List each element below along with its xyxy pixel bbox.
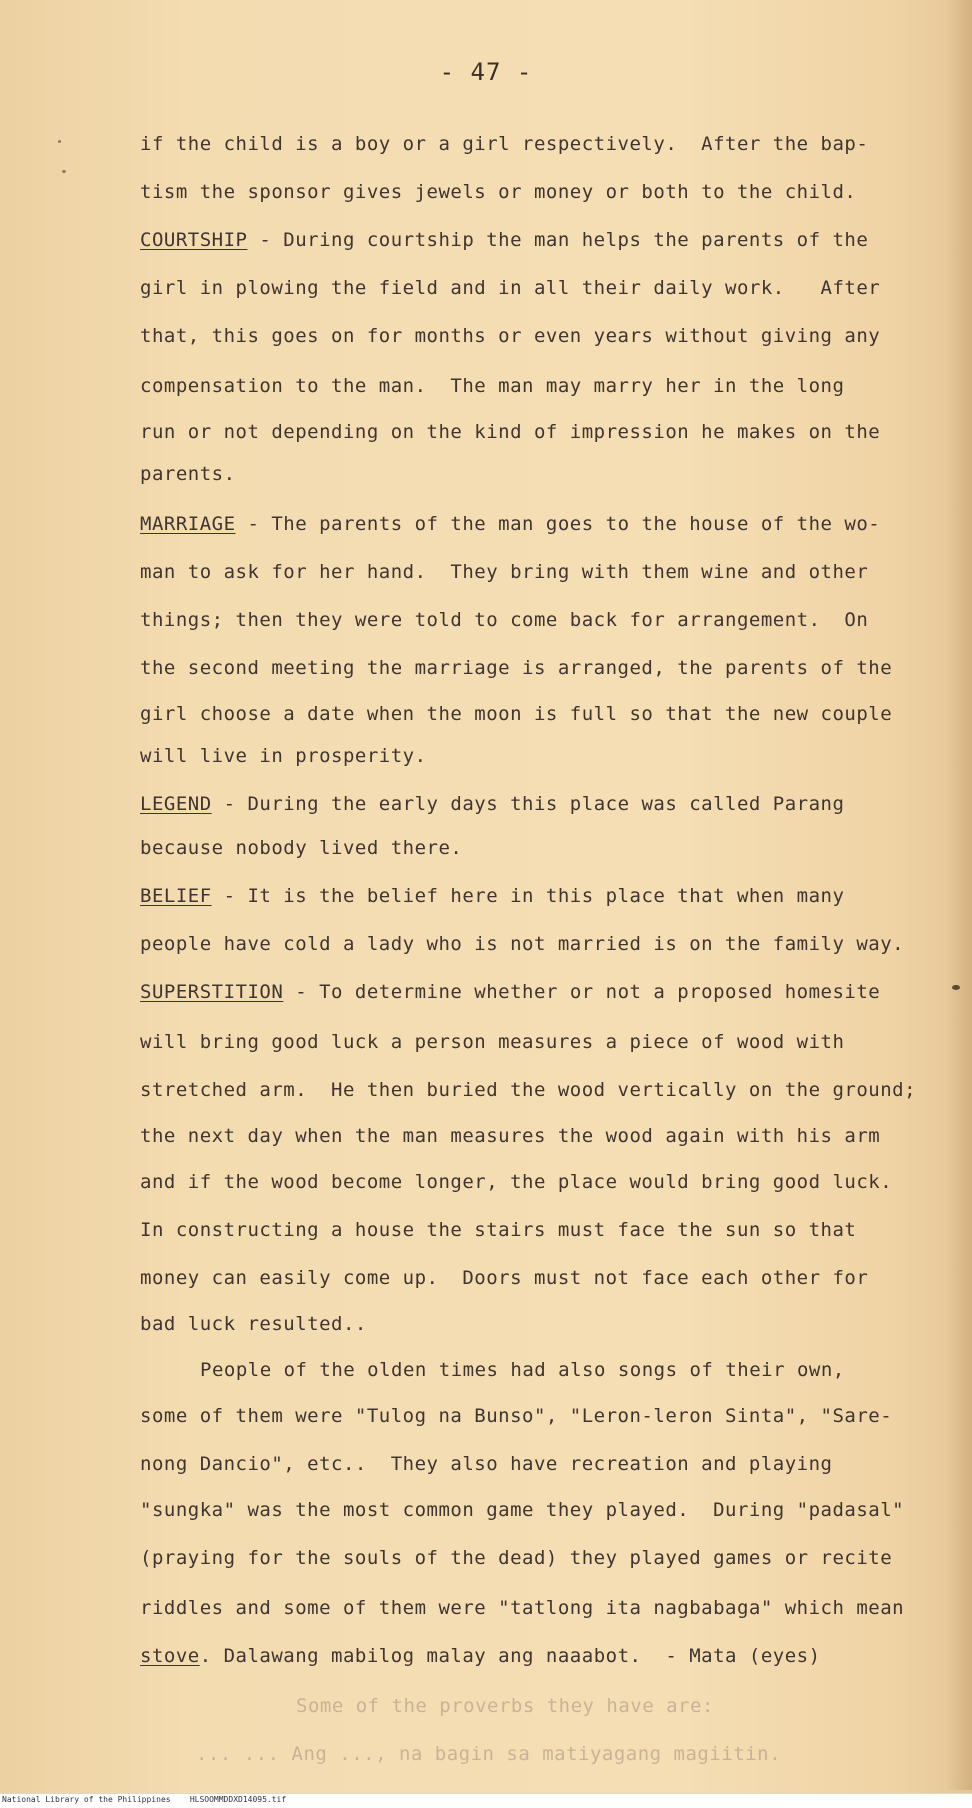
text-line: some of them were "Tulog na Bunso", "Leron-leron Sinta", "Sare- [140,1405,893,1427]
heading-superstition: SUPERSTITION [140,981,284,1003]
text-line: man to ask for her hand. They bring with them wine and other [140,561,869,583]
text-line: stretched arm. He then buried the wood vertically on the ground; [140,1079,917,1101]
text-line: will bring good luck a person measures a piece of wood with [140,1031,845,1053]
text-line: bad luck resulted.. [140,1313,367,1335]
text-line: will live in prosperity. [140,745,427,767]
text-line: the second meeting the marriage is arranged, the parents of the [140,657,893,679]
text-line: nong Dancio", etc.. They also have recreation and playing [140,1453,845,1475]
text-line: tism the sponsor gives jewels or money or both to the child. [140,181,857,203]
scan-footer-text: National Library of the Philippines HLSOOMMDDXD14095.tif [2,1795,287,1804]
text-line: that, this goes on for months or even years without giving any [140,325,881,347]
text-line: "sungka" was the most common game they played. During "padasal" [140,1499,905,1521]
text-line: LEGEND - During the early days this place was called Parang [140,793,845,815]
text-line: because nobody lived there. [140,837,463,859]
text-line: riddles and some of them were "tatlong ita nagbabaga" which mean [140,1597,905,1619]
text-line: the next day when the man measures the wood again with his arm [140,1125,881,1147]
text-line: people have cold a lady who is not married is on the family way. [140,933,905,955]
text-line: (praying for the souls of the dead) they played games or recite [140,1547,893,1569]
paper-speck [62,170,66,173]
faded-text-line: Some of the proverbs they have are: [296,1695,714,1717]
text-line: things; then they were told to come back for arrangement. On [140,609,869,631]
text-line: stove. Dalawang mabilog malay ang naaabot. - Mata (eyes) [140,1645,821,1667]
text-line: MARRIAGE - The parents of the man goes to the house of the wo- [140,513,881,535]
text-line: People of the olden times had also songs of their own, [200,1359,857,1381]
page-number: - 47 - [439,58,533,86]
heading-belief: BELIEF [140,885,212,907]
scan-footer [0,1793,972,1808]
text-line: COURTSHIP - During courtship the man helps the parents of the [140,229,869,251]
text-line: if the child is a boy or a girl respectively. After the bap- [140,133,869,155]
text-line: money can easily come up. Doors must not face each other for [140,1267,869,1289]
text-line: girl choose a date when the moon is full so that the new couple [140,703,893,725]
text-line: BELIEF - It is the belief here in this place that when many [140,885,845,907]
heading-courtship: COURTSHIP [140,229,248,251]
page-edge-shadow [946,0,972,1790]
heading-legend: LEGEND [140,793,212,815]
paper-speck [58,140,61,143]
text-line: compensation to the man. The man may marry her in the long [140,375,845,397]
faded-text-line: ... ... Ang ..., na bagin sa matiyagang magiitin. [196,1743,782,1765]
text-line: SUPERSTITION - To determine whether or not a proposed homesite [140,981,881,1003]
paper-speck [952,985,960,990]
heading-marriage: MARRIAGE [140,513,236,535]
text-line: parents. [140,463,236,485]
text-line: girl in plowing the field and in all their daily work. After [140,277,881,299]
text-line: run or not depending on the kind of impression he makes on the [140,421,881,443]
underlined-word-stove: stove [140,1645,200,1667]
text-line: In constructing a house the stairs must face the sun so that [140,1219,857,1241]
text-line: and if the wood become longer, the place would bring good luck. [140,1171,893,1193]
